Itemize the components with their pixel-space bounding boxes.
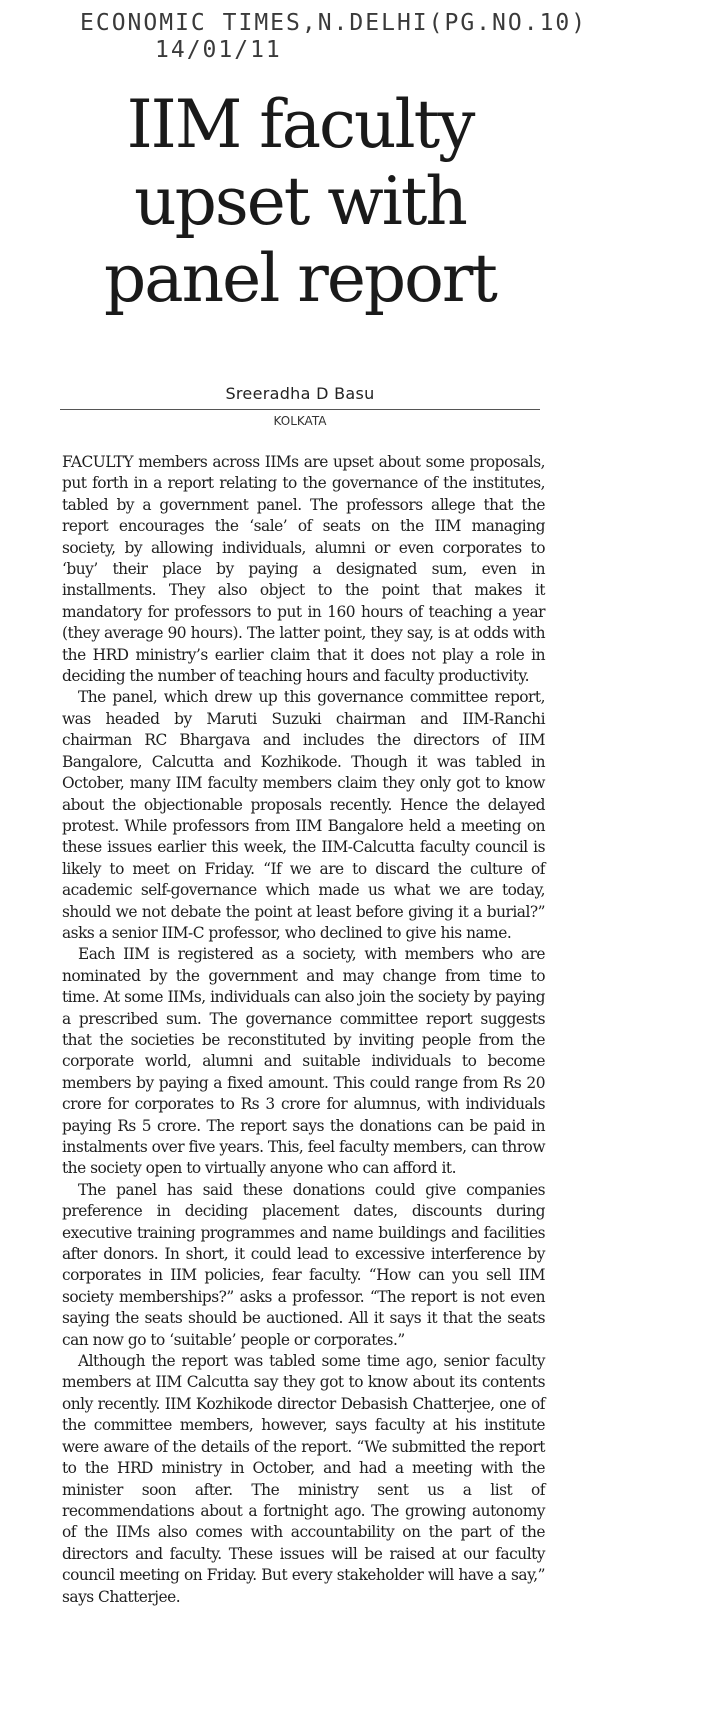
source-stamp — [80, 10, 587, 64]
dateline: KOLKATA — [273, 414, 327, 428]
headline: IIM faculty upset with panel report — [104, 86, 496, 318]
article-paragraph: The panel, which drew up this governance committee report, was headed by Maruti Suzuki chairman and IIM-Ranchi chairman RC Bhargava and includes the directors of IIM Bangalore, Calcutta and Kozhikode. Though it was tabled in October, many IIM faculty members claim they only got to know about the objectionable proposals recently. Hence the delayed protest. While professors from IIM Bangalore held a meeting on these issues earlier this week, the IIM-Calcutta faculty council is likely to meet on Friday. “If we are to discard the culture of academic self-governance which made us what we are today, should we not debate the point at least before giving it a burial?” asks a senior IIM-C professor, who declined to give his name. — [62, 688, 545, 942]
article-paragraph: Although the report was tabled some time ago, senior faculty members at IIM Calcutta say they got to know about its contents only recently. IIM Kozhikode director Debasish Chatterjee, one of the committee members, however, says faculty at his institute were aware of the details of the report. “We submitted the report to the HRD ministry in October, and had a meeting with the minister soon after. The ministry sent us a list of recommendations about a fortnight ago. The growing autonomy of the IIMs also comes with accountability on the part of the directors and faculty. These issues will be raised at our faculty council meeting on Friday. But every stakeholder will have a say,” says Chatterjee. — [62, 1352, 545, 1606]
stamp-date: 14/01/11 — [155, 37, 282, 64]
byline-rule — [60, 409, 540, 410]
article-paragraph: The panel has said these donations could give companies preference in deciding placement dates, discounts during executive training programmes and name buildings and facilities after donors. In short, it could lead to excessive interference by corporates in IIM policies, fear faculty. “How can you sell IIM society memberships?” asks a professor. “The report is not even saying the seats should be auctioned. All it says it that the seats can now go to ‘suitable’ people or corporates.” — [62, 1180, 545, 1349]
stamp-source: ECONOMIC TIMES,N.DELHI(PG.NO.10) — [80, 10, 588, 36]
byline: Sreeradha D Basu — [225, 384, 375, 403]
article-paragraph: FACULTY members across IIMs are upset about some proposals, put forth in a report relating to the governance of the institutes, tabled by a government panel. The professors allege that the report encourages the ‘sale’ of seats on the IIM managing society, by allowing individuals, alumni or even corporates to ‘buy’ their place by paying a designated sum, even in installments. They also object to the point that makes it mandatory for professors to put in 160 hours of teaching a year (they average 90 hours). The latter point, they say, is at odds with the HRD ministry’s earlier claim that it does not play a role in deciding the number of teaching hours and faculty productivity. — [62, 453, 545, 686]
article-paragraph: Each IIM is registered as a society, with members who are nominated by the government and may change from time to time. At some IIMs, individuals can also join the society by paying a prescribed sum. The governance committee report suggests that the societies be reconstituted by inviting people from the corporate world, alumni and suitable individuals to become members by paying a fixed amount. This could range from Rs 20 crore for corporates to Rs 3 crore for alumnus, with individuals paying Rs 5 crore. The report says the donations can be paid in instalments over five years. This, feel faculty members, can throw the society open to virtually anyone who can afford it. — [62, 945, 545, 1178]
byline-block — [60, 384, 540, 428]
article-body — [62, 452, 545, 1608]
